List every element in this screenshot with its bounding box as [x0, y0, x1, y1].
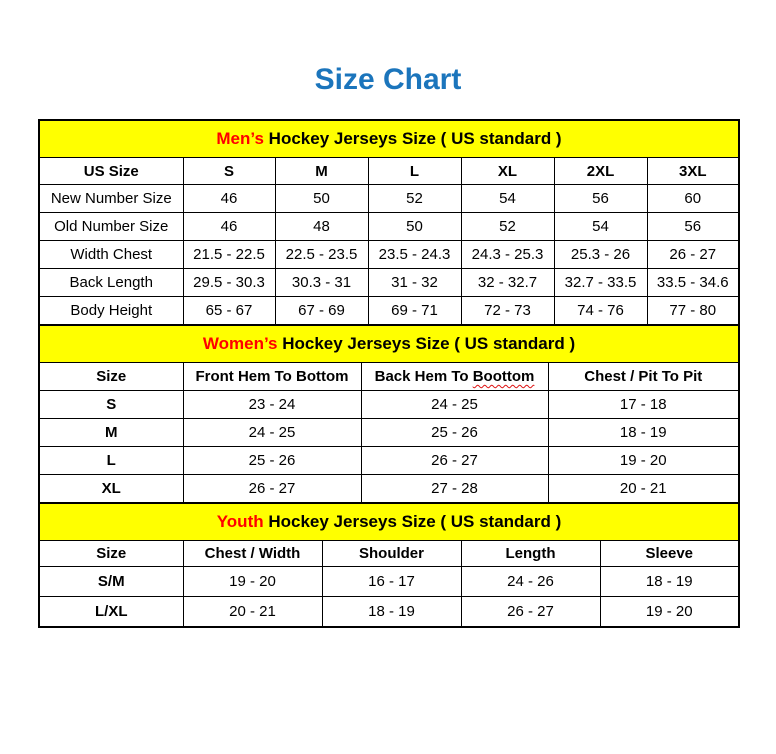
column-header: Front Hem To Bottom	[183, 363, 361, 391]
mens-section-banner	[39, 120, 739, 158]
column-header: Sleeve	[600, 541, 739, 567]
column-header: Size	[39, 363, 183, 391]
youth-banner-text: Hockey Jerseys Size ( US standard )	[268, 512, 562, 531]
column-header: Size	[39, 541, 183, 567]
size-value-cell: 19 - 20	[548, 447, 739, 475]
size-value-cell: 52	[368, 185, 461, 213]
size-value-cell: 54	[461, 185, 554, 213]
size-value-cell: 72 - 73	[461, 297, 554, 326]
column-header: Length	[461, 541, 600, 567]
size-value-cell: 18 - 19	[322, 597, 461, 628]
size-value-cell: 17 - 18	[548, 391, 739, 419]
size-value-cell: 19 - 20	[183, 567, 322, 597]
size-value-cell: 23.5 - 24.3	[368, 241, 461, 269]
size-value-cell: 54	[554, 213, 647, 241]
size-value-cell: 26 - 27	[183, 475, 361, 504]
size-value-cell: 32.7 - 33.5	[554, 269, 647, 297]
column-header: Chest / Pit To Pit	[548, 363, 739, 391]
size-value-cell: 16 - 17	[322, 567, 461, 597]
size-value-cell: 27 - 28	[361, 475, 548, 504]
size-value-cell: 24 - 26	[461, 567, 600, 597]
header-text: Back Hem To	[374, 368, 469, 385]
size-value-cell: 24 - 25	[183, 419, 361, 447]
size-value-cell: 52	[461, 213, 554, 241]
size-value-cell: 56	[647, 213, 739, 241]
column-header-misspelled	[361, 363, 548, 391]
size-value-cell: 31 - 32	[368, 269, 461, 297]
column-header: XL	[461, 158, 554, 185]
table-row	[39, 213, 739, 241]
youth-size-table	[38, 502, 740, 628]
row-label: S	[39, 391, 183, 419]
misspelled-word: Boottom	[472, 368, 535, 385]
size-value-cell: 18 - 19	[548, 419, 739, 447]
row-label: M	[39, 419, 183, 447]
mens-header-row	[39, 158, 739, 185]
size-value-cell: 30.3 - 31	[275, 269, 368, 297]
size-value-cell: 50	[275, 185, 368, 213]
size-value-cell: 25 - 26	[361, 419, 548, 447]
size-value-cell: 32 - 32.7	[461, 269, 554, 297]
size-value-cell: 26 - 27	[361, 447, 548, 475]
size-value-cell: 77 - 80	[647, 297, 739, 326]
womens-banner-row	[39, 325, 739, 363]
size-value-cell: 46	[183, 185, 275, 213]
size-value-cell: 65 - 67	[183, 297, 275, 326]
table-row	[39, 567, 739, 597]
row-label: Back Length	[39, 269, 183, 297]
size-value-cell: 22.5 - 23.5	[275, 241, 368, 269]
size-value-cell: 26 - 27	[461, 597, 600, 628]
size-value-cell: 29.5 - 30.3	[183, 269, 275, 297]
column-header: 2XL	[554, 158, 647, 185]
column-header: S	[183, 158, 275, 185]
mens-banner-row	[39, 120, 739, 158]
size-value-cell: 60	[647, 185, 739, 213]
table-row	[39, 391, 739, 419]
size-value-cell: 26 - 27	[647, 241, 739, 269]
column-header: L	[368, 158, 461, 185]
size-value-cell: 56	[554, 185, 647, 213]
womens-section-banner	[39, 325, 739, 363]
mens-banner-highlight: Men’s	[216, 129, 264, 148]
size-value-cell: 19 - 20	[600, 597, 739, 628]
size-value-cell: 25 - 26	[183, 447, 361, 475]
size-value-cell: 21.5 - 22.5	[183, 241, 275, 269]
size-value-cell: 33.5 - 34.6	[647, 269, 739, 297]
row-label: S/M	[39, 567, 183, 597]
row-label: Body Height	[39, 297, 183, 326]
table-row	[39, 241, 739, 269]
table-row	[39, 419, 739, 447]
mens-size-table	[38, 119, 740, 326]
row-label: L/XL	[39, 597, 183, 628]
womens-size-table	[38, 324, 740, 504]
size-value-cell: 20 - 21	[183, 597, 322, 628]
row-label: L	[39, 447, 183, 475]
size-value-cell: 24.3 - 25.3	[461, 241, 554, 269]
column-header: 3XL	[647, 158, 739, 185]
size-value-cell: 24 - 25	[361, 391, 548, 419]
row-label: Old Number Size	[39, 213, 183, 241]
size-value-cell: 69 - 71	[368, 297, 461, 326]
youth-header-row	[39, 541, 739, 567]
womens-banner-highlight: Women’s	[202, 334, 278, 353]
row-label: New Number Size	[39, 185, 183, 213]
size-value-cell: 23 - 24	[183, 391, 361, 419]
womens-banner-text: Hockey Jerseys Size ( US standard )	[282, 334, 576, 353]
mens-banner-text: Hockey Jerseys Size ( US standard )	[268, 129, 562, 148]
size-chart-tables	[38, 119, 738, 628]
size-value-cell: 67 - 69	[275, 297, 368, 326]
youth-banner-highlight: Youth	[216, 512, 264, 531]
table-row	[39, 447, 739, 475]
size-value-cell: 46	[183, 213, 275, 241]
column-header: M	[275, 158, 368, 185]
row-label: Width Chest	[39, 241, 183, 269]
size-value-cell: 50	[368, 213, 461, 241]
youth-banner-row	[39, 503, 739, 541]
womens-header-row	[39, 363, 739, 391]
size-value-cell: 48	[275, 213, 368, 241]
size-value-cell: 25.3 - 26	[554, 241, 647, 269]
table-row	[39, 597, 739, 628]
youth-section-banner	[39, 503, 739, 541]
column-header: US Size	[39, 158, 183, 185]
size-value-cell: 18 - 19	[600, 567, 739, 597]
size-value-cell: 74 - 76	[554, 297, 647, 326]
row-label: XL	[39, 475, 183, 504]
column-header: Chest / Width	[183, 541, 322, 567]
size-value-cell: 20 - 21	[548, 475, 739, 504]
page-title: Size Chart	[314, 63, 462, 96]
table-row	[39, 297, 739, 326]
table-row	[39, 475, 739, 504]
table-row	[39, 185, 739, 213]
table-row	[39, 269, 739, 297]
column-header: Shoulder	[322, 541, 461, 567]
